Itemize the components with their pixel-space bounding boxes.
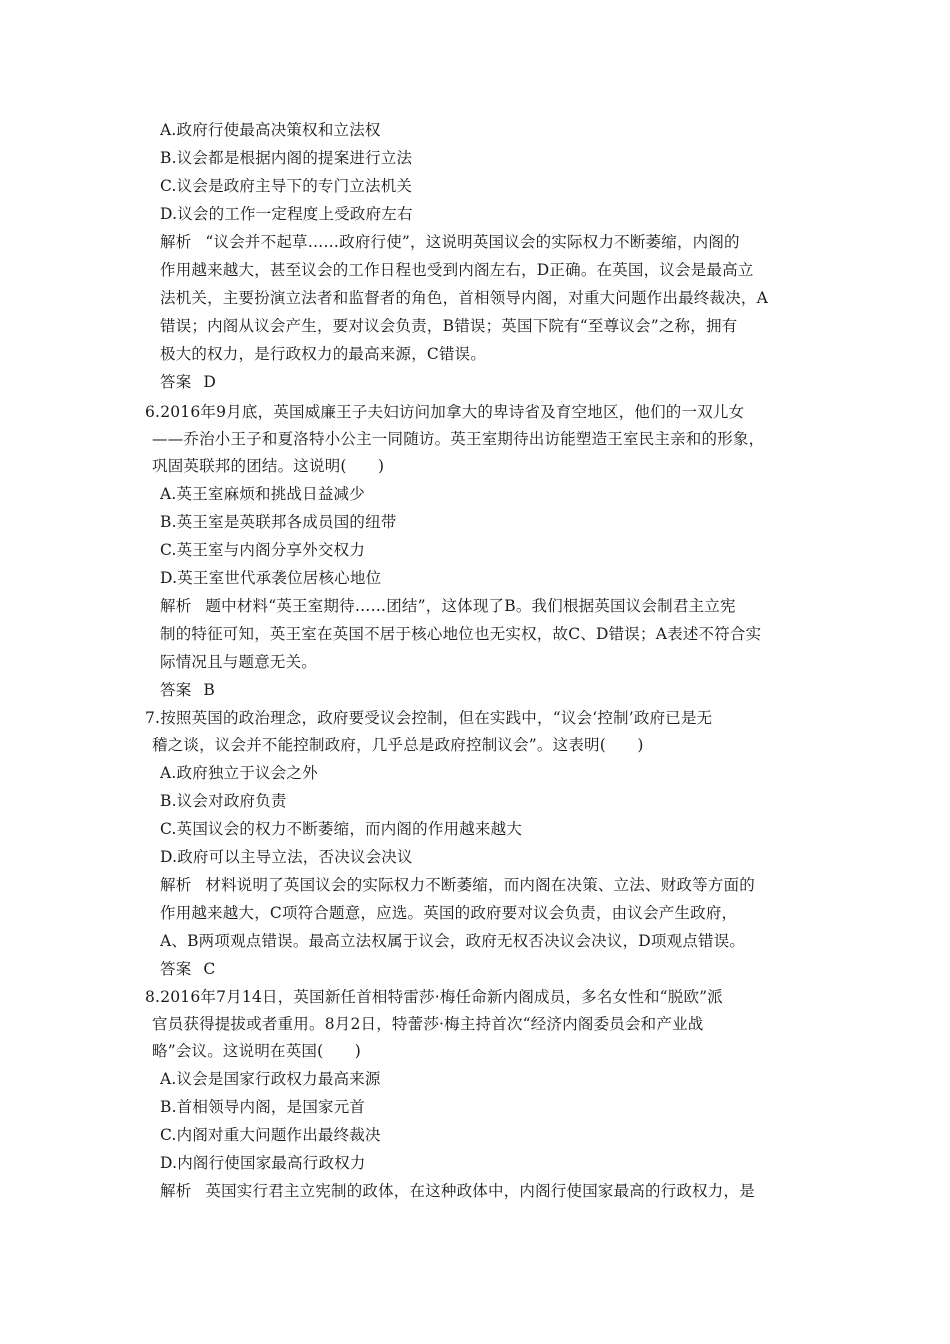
q5-option-a: A.政府行使最高决策权和立法权: [160, 121, 381, 139]
q8-analysis-text-1: 英国实行君主立宪制的政体，在这种政体中，内阁行使国家最高的行政权力，是: [205, 1182, 755, 1200]
q6-stem-line-3: 巩固英联邦的团结。这说明( ): [152, 457, 385, 475]
q7-answer: [160, 959, 215, 979]
q7-analysis-line-3: A、B两项观点错误。最高立法权属于议会，政府无权否决议会决议，D项观点错误。: [160, 932, 746, 950]
q6-analysis-text-1: 题中材料“英王室期待……团结”，这体现了B。我们根据英国议会制君主立宪: [205, 597, 736, 615]
q6-stem-line-1: 6.2016年9月底，英国威廉王子夫妇访问加拿大的卑诗省及育空地区，他们的一双儿女: [145, 403, 745, 421]
q7-analysis-line-1: [160, 875, 755, 895]
q7-answer-value: C: [203, 960, 216, 978]
q8-stem-line-1: 8.2016年7月14日，英国新任首相特雷莎·梅任命新内阁成员，多名女性和“脱欧”派: [145, 988, 723, 1006]
q7-option-d: D.政府可以主导立法，否决议会决议: [160, 848, 413, 866]
q7-stem-line-1: 7.按照英国的政治理念，政府要受议会控制，但在实践中，“议会‘控制’政府已是无: [145, 709, 713, 727]
q5-analysis-label: 解析: [160, 233, 192, 251]
q6-analysis-line-1: [160, 596, 736, 616]
q8-stem-line-2: 官员获得提拔或者重用。8月2日，特蕾莎·梅主持首次“经济内阁委员会和产业战: [152, 1015, 704, 1033]
q8-option-d: D.内阁行使国家最高行政权力: [160, 1154, 366, 1172]
q5-option-b: B.议会都是根据内阁的提案进行立法: [160, 149, 413, 167]
q5-answer-label: 答案: [160, 373, 192, 391]
q7-answer-label: 答案: [160, 960, 192, 978]
q6-option-d: D.英王室世代承袭位居核心地位: [160, 569, 382, 587]
q5-analysis-line-1: [160, 232, 740, 252]
q6-option-c: C.英王室与内阁分享外交权力: [160, 541, 366, 559]
q7-option-c: C.英国议会的权力不断萎缩，而内阁的作用越来越大: [160, 820, 523, 838]
q6-analysis-label: 解析: [160, 597, 192, 615]
q6-answer-value: B: [203, 681, 215, 699]
q5-analysis-line-4: 错误；内阁从议会产生，要对议会负责，B错误；英国下院有“至尊议会”之称，拥有: [160, 317, 738, 335]
q8-analysis-label: 解析: [160, 1182, 192, 1200]
q8-option-b: B.首相领导内阁，是国家元首: [160, 1098, 366, 1116]
q8-analysis-line-1: [160, 1181, 755, 1201]
q5-analysis-line-5: 极大的权力，是行政权力的最高来源，C错误。: [160, 345, 487, 363]
q5-option-c: C.议会是政府主导下的专门立法机关: [160, 177, 413, 195]
q7-analysis-label: 解析: [160, 876, 192, 894]
q6-stem-line-2: ——乔治小王子和夏洛特小公主一同随访。英王室期待出访能塑造王室民主亲和的形象，: [152, 430, 765, 448]
q5-answer-value: D: [203, 373, 217, 391]
q6-option-b: B.英王室是英联邦各成员国的纽带: [160, 513, 397, 531]
q5-answer: [160, 372, 216, 392]
q7-analysis-line-2: 作用越来越大，C项符合题意，应选。英国的政府要对议会负责，由议会产生政府，: [160, 904, 738, 922]
q7-analysis-text-1: 材料说明了英国议会的实际权力不断萎缩，而内阁在决策、立法、财政等方面的: [205, 876, 755, 894]
q5-analysis-line-3: 法机关，主要扮演立法者和监督者的角色，首相领导内阁，对重大问题作出最终裁决，A: [160, 289, 768, 307]
q6-answer-label: 答案: [160, 681, 192, 699]
q6-option-a: A.英王室麻烦和挑战日益减少: [160, 485, 365, 503]
q8-option-c: C.内阁对重大问题作出最终裁决: [160, 1126, 381, 1144]
q8-option-a: A.议会是国家行政权力最高来源: [160, 1070, 381, 1088]
q7-option-b: B.议会对政府负责: [160, 792, 287, 810]
q6-answer: [160, 680, 215, 700]
q5-analysis-text-1: “议会并不起草……政府行使”，这说明英国议会的实际权力不断萎缩，内阁的: [205, 233, 740, 251]
q8-stem-line-3: 略”会议。这说明在英国( ): [152, 1042, 362, 1060]
q7-stem-line-2: 稽之谈，议会并不能控制政府，几乎总是政府控制议会”。这表明( ): [152, 736, 644, 754]
q5-option-d: D.议会的工作一定程度上受政府左右: [160, 205, 413, 223]
q7-option-a: A.政府独立于议会之外: [160, 764, 318, 782]
q6-analysis-line-3: 际情况且与题意无关。: [160, 653, 318, 671]
q6-analysis-line-2: 制的特征可知，英王室在英国不居于核心地位也无实权，故C、D错误；A表述不符合实: [160, 625, 762, 643]
q5-analysis-line-2: 作用越来越大，甚至议会的工作日程也受到内阁左右，D正确。在英国，议会是最高立: [160, 261, 754, 279]
